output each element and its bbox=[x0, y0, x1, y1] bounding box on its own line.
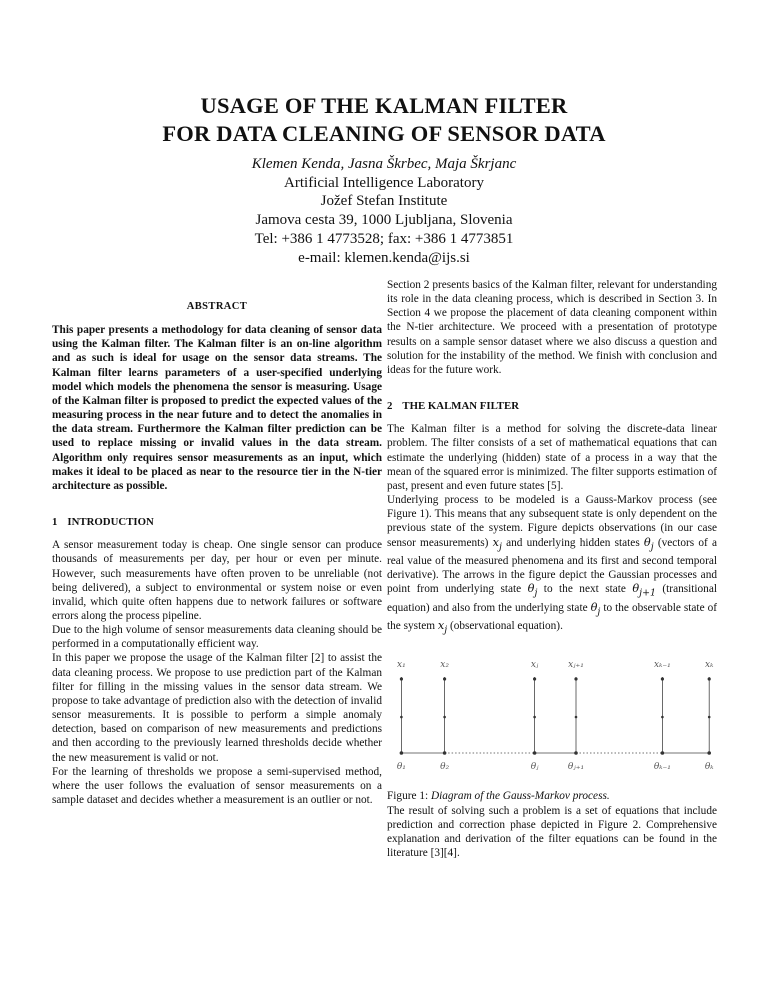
institute: Jožef Stefan Institute bbox=[320, 193, 448, 210]
state-label: θⱼ₊₁ bbox=[567, 762, 585, 773]
state-label: θₖ₋₁ bbox=[653, 762, 671, 773]
math-theta-j-2: $\theta_j$ bbox=[527, 582, 538, 599]
state-node bbox=[400, 752, 404, 756]
overview-paragraph: Section 2 presents basics of the Kalman filter, relevant for understanding its role in the data cleaning process, which is described in Section 3. In Section 4 we propose the placement of data cleaning component within the N-tier architecture. We proceed with a presentation of prototype results on a sample sensor dataset where we also discuss a question and solution for the instability of the method. We finish with conclusion and ideas for the future work. bbox=[387, 279, 717, 376]
paper-title bbox=[0, 92, 768, 148]
gauss-markov-diagram bbox=[387, 649, 717, 779]
section-2-number: 2 bbox=[387, 400, 393, 413]
math-x-j: $x_j$ bbox=[492, 535, 502, 552]
observation-node bbox=[574, 678, 577, 681]
observation-label: x₁ bbox=[397, 660, 406, 671]
arrow-head bbox=[708, 716, 711, 719]
observation-label: xₖ bbox=[705, 660, 714, 671]
arrow-head bbox=[533, 716, 536, 719]
gauss-markov-figure bbox=[387, 649, 717, 779]
observation-label: xⱼ₊₁ bbox=[568, 660, 584, 671]
state-label: θₖ bbox=[704, 762, 714, 773]
abstract-text: This paper presents a methodology for data cleaning of sensor data using the Kalman filter. The Kalman filter is an on-line algorithm and as such is ideal for usage on the sensor data streams. The Kalman filter learns parameters of a user-specified underlying model which models the phenomena the sensor is measuring. Usage of the Kalman filter is proposed to predict the expected values of the measuring process in the near future and to detect the anomalies in the data stream. Furthermore the Kalman filter prediction can be used to replace missing or invalid values in the data stream. Algorithm only requires sensor measurements as an input, which makes it ideal to be placed as near to the resource tier in the N-tier architecture as possible. bbox=[52, 324, 382, 492]
section-2-title: THE KALMAN FILTER bbox=[402, 400, 519, 413]
address: Jamova cesta 39, 1000 Ljubljana, Slovenia bbox=[255, 212, 513, 229]
state-node bbox=[533, 752, 537, 756]
observation-node bbox=[708, 678, 711, 681]
author-block bbox=[0, 155, 768, 267]
section-1-title: INTRODUCTION bbox=[67, 516, 154, 529]
abstract-heading: ABSTRACT bbox=[186, 301, 248, 312]
kalman-paragraph-3: The result of solving such a problem is a set of equations that include prediction and correction phase depicted in Figure 2. Comprehensive explanation and derivation of the filter equations can be found in the literature [3][4]. bbox=[387, 804, 717, 860]
intro-paragraph-4: For the learning of thresholds we propose a semi-supervised method, where the user follows the evaluation of sensor measurements on a sample dataset and decides whether a measurement is an outlier or not. bbox=[52, 765, 382, 806]
arrow-head bbox=[443, 716, 446, 719]
state-node bbox=[574, 752, 578, 756]
kalman-paragraph-2: Underlying process to be modeled is a Gauss-Markov process (see Figure 1). This means that any subsequent state is only dependent on the previous state of the system. Figure depicts observations (in our case sensor measurements) $x_j$ and underlying hidden states $\theta_j$ (vectors of a real value of the measured phenomena and its first and second temporal derivative). The arrows in the figure depict the Gaussian processes and point from underlying state $\theta_j$ to the next state $\theta_{j+1}$ (transitional equation) and also from the underlying state $\theta_j$ to the observable state of the system $x_j$ (observational equation). bbox=[387, 494, 717, 636]
state-node bbox=[443, 752, 447, 756]
intro-paragraph-2: Due to the high volume of sensor measurements data cleaning should be performed in a computationally efficient way. bbox=[52, 624, 382, 651]
author-names: Klemen Kenda, Jasna Škrbec, Maja Škrjanc bbox=[251, 156, 517, 172]
observation-label: xⱼ bbox=[530, 660, 539, 671]
observation-node bbox=[400, 678, 403, 681]
observation-label: x₂ bbox=[440, 660, 449, 671]
caption-text: Diagram of the Gauss-Markov process. bbox=[430, 790, 610, 803]
arrow-head bbox=[400, 716, 403, 719]
state-node bbox=[707, 752, 711, 756]
title-line-1: USAGE OF THE KALMAN FILTER bbox=[200, 93, 568, 118]
observation-node bbox=[443, 678, 446, 681]
left-column bbox=[52, 300, 382, 807]
state-label: θ₁ bbox=[396, 762, 406, 773]
intro-paragraph-3: In this paper we propose the usage of the Kalman filter [2] to assist the data cleaning process. We propose to use prediction part of the Kalman filter for filling in the missing values in the sensor data stream. We propose to take advantage of prediction also with the detection of invalid sensor measurements. It is possible to perform a simple anomaly detection, based on comparison of new measurements and predictions and then according to the previously learned thresholds decide whether the new measurement is valid or not. bbox=[52, 652, 382, 764]
kalman-paragraph-1: The Kalman filter is a method for solving the discrete-data linear problem. The filter consists of a set of mathematical equations that can estimate the underlying (hidden) state of a process in a way that the mean of the squared error is minimized. The filter supports estimation of past, present and even future states [5]. bbox=[387, 423, 717, 492]
observation-node bbox=[661, 678, 664, 681]
state-label: θ₂ bbox=[440, 762, 450, 773]
math-theta-j1: $\theta_{j+1}$ bbox=[632, 582, 656, 599]
section-1-heading bbox=[52, 515, 382, 529]
state-label: θⱼ bbox=[530, 762, 539, 773]
figure-1-caption bbox=[387, 789, 717, 803]
right-column bbox=[387, 278, 717, 860]
phone-fax: Tel: +386 1 4773528; fax: +386 1 4773851 bbox=[254, 230, 514, 247]
title-line-2: FOR DATA CLEANING OF SENSOR DATA bbox=[162, 121, 606, 146]
observation-node bbox=[533, 678, 536, 681]
intro-paragraph-1: A sensor measurement today is cheap. One single sensor can produce thousands of measurements per day, per hour or even per minute. However, such measurements have often proven to be unreliable (not being delivered), a subject to environmental or system noise or even invalid, which quite often happens due to network failures or software errors along the process pipeline. bbox=[52, 539, 382, 622]
observation-label: xₖ₋₁ bbox=[654, 660, 671, 671]
arrow-head bbox=[575, 716, 578, 719]
math-theta-j: $\theta_j$ bbox=[643, 535, 654, 552]
section-1-number: 1 bbox=[52, 516, 58, 529]
affiliation: Artificial Intelligence Laboratory bbox=[284, 174, 484, 191]
math-theta-j-3: $\theta_j$ bbox=[590, 600, 601, 617]
math-x-j-2: $x_j$ bbox=[437, 619, 448, 636]
caption-label: Figure 1: bbox=[387, 790, 429, 803]
section-2-heading bbox=[387, 399, 717, 413]
state-node bbox=[661, 752, 665, 756]
email: e-mail: klemen.kenda@ijs.si bbox=[298, 249, 470, 266]
arrow-head bbox=[661, 716, 664, 719]
